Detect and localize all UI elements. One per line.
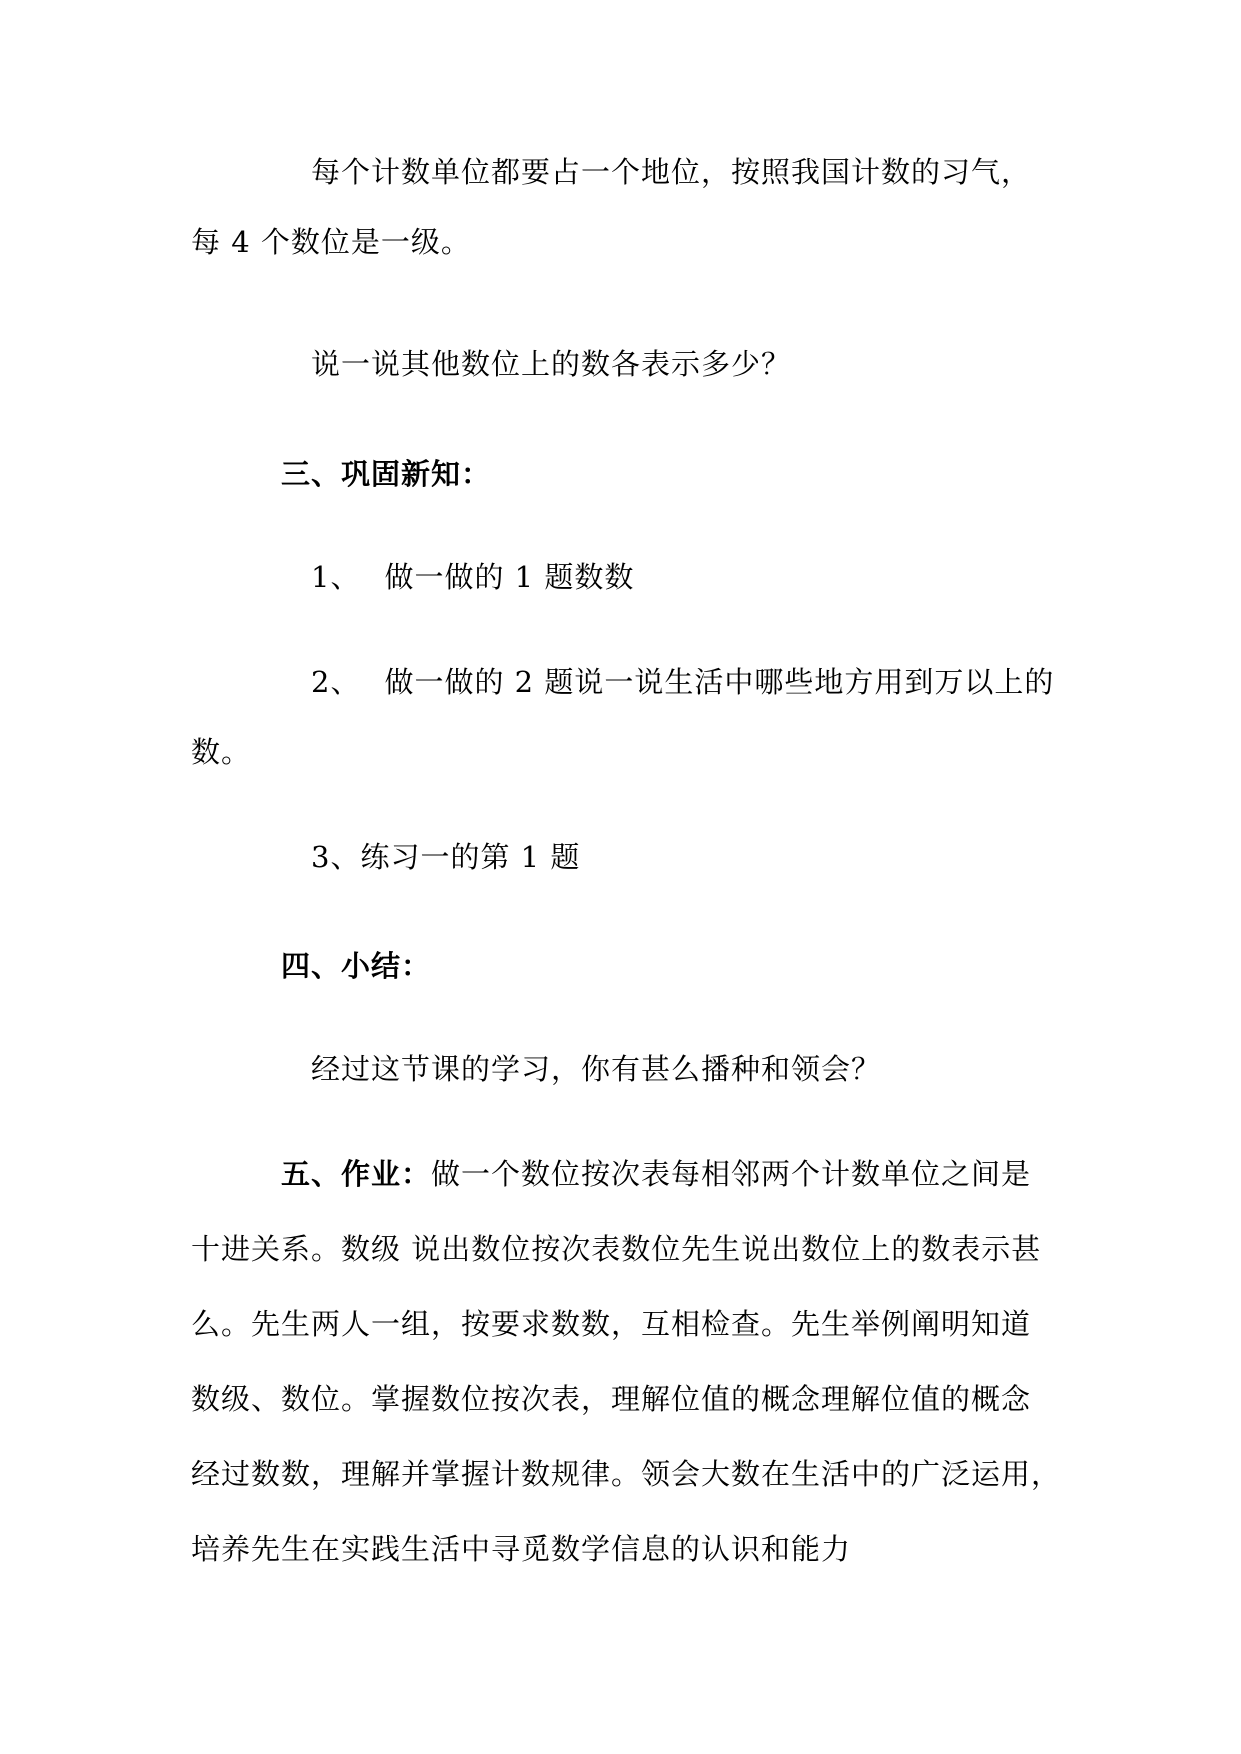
homework-paragraph-line-4: 经过数数，理解并掌握计数规律。领会大数在生活中的广泛运用，: [191, 1457, 1062, 1491]
section-heading-homework: [281, 1156, 1031, 1192]
list-item-text: 做一做的 1 题数数: [384, 560, 635, 594]
homework-paragraph-line-5: 培养先生在实践生活中寻觅数学信息的认识和能力: [191, 1532, 852, 1566]
section-heading-summary: 四、小结：: [281, 949, 432, 983]
list-item-number: 1、: [311, 560, 361, 594]
list-item-3: 3、练习一的第 1 题: [311, 840, 581, 874]
homework-text: 做一个数位按次表每相邻两个计数单位之间是: [431, 1157, 1032, 1191]
homework-paragraph-line-1: 十进关系。数级 说出数位按次表数位先生说出数位上的数表示甚: [191, 1232, 1042, 1266]
list-item-2-cont: 数。: [191, 735, 252, 769]
section-heading-consolidate: 三、巩固新知：: [281, 457, 492, 491]
homework-paragraph-line-3: 数级、数位。掌握数位按次表，理解位值的概念理解位值的概念: [191, 1382, 1032, 1416]
paragraph-question: 说一说其他数位上的数各表示多少？: [311, 347, 792, 381]
list-item-2: [311, 664, 1054, 700]
list-item-1: [311, 559, 634, 595]
paragraph-counting-units-cont: 每 4 个数位是一级。: [191, 225, 471, 259]
paragraph-summary: 经过这节课的学习，你有甚么播种和领会？: [311, 1052, 882, 1086]
list-item-text: 做一做的 2 题说一说生活中哪些地方用到万以上的: [384, 665, 1055, 699]
list-item-number: 2、: [311, 665, 361, 699]
homework-label: 五、作业：: [281, 1157, 432, 1191]
homework-paragraph-line-2: 么。先生两人一组，按要求数数，互相检查。先生举例阐明知道: [191, 1307, 1032, 1341]
paragraph-counting-units: 每个计数单位都要占一个地位，按照我国计数的习气，: [311, 155, 1032, 189]
